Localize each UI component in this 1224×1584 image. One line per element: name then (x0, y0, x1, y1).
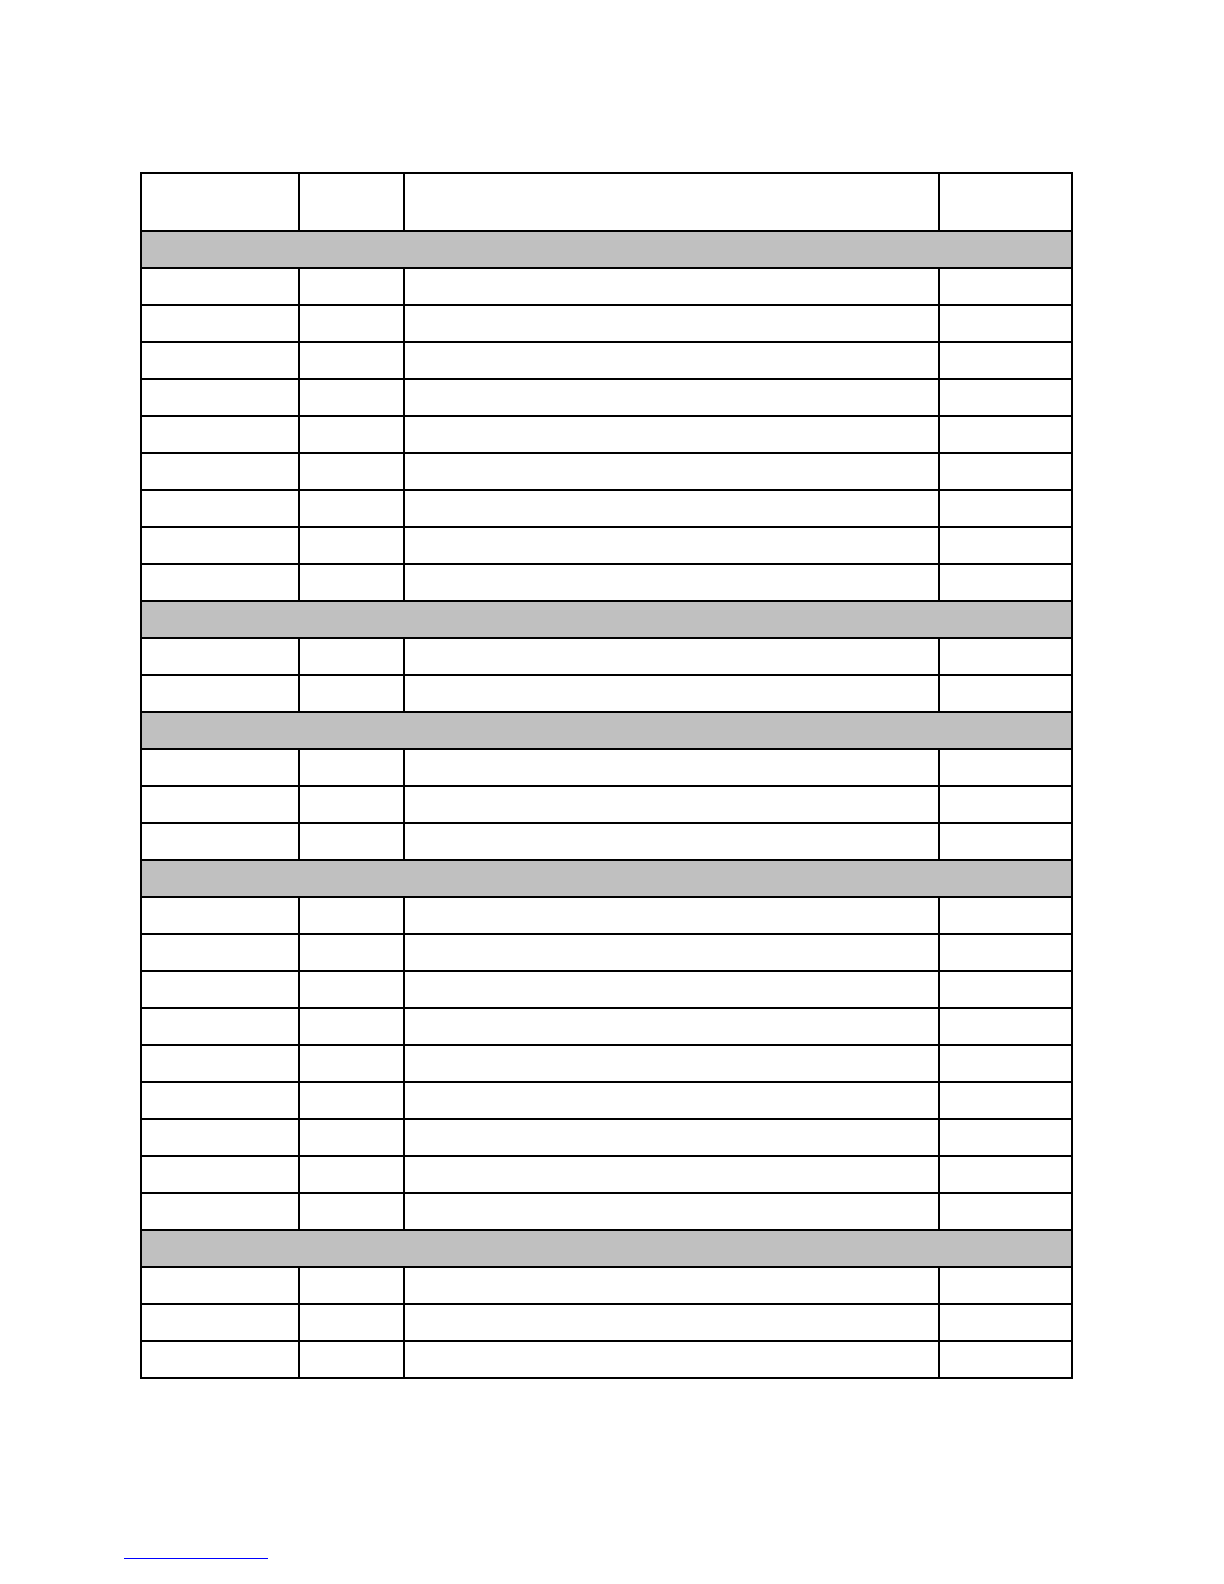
section-header-row (141, 712, 1072, 749)
table-row (141, 527, 1072, 564)
table-row (141, 453, 1072, 490)
table-cell (299, 1193, 404, 1230)
table-cell (141, 749, 299, 786)
table-cell (299, 1045, 404, 1082)
section-header-cell (141, 712, 1072, 749)
table-cell (299, 527, 404, 564)
table-cell (939, 453, 1072, 490)
table-row (141, 305, 1072, 342)
table-cell (141, 675, 299, 712)
table-row (141, 342, 1072, 379)
table-row (141, 638, 1072, 675)
table-header-row (141, 173, 1072, 231)
table-cell (404, 490, 939, 527)
table-cell (404, 786, 939, 823)
table-cell (939, 1008, 1072, 1045)
table-row (141, 749, 1072, 786)
table-cell (939, 786, 1072, 823)
section-header-row (141, 601, 1072, 638)
table-row (141, 379, 1072, 416)
table-cell (299, 1267, 404, 1304)
table-row (141, 971, 1072, 1008)
table-cell (299, 453, 404, 490)
table-cell (404, 1156, 939, 1193)
table-cell (939, 305, 1072, 342)
table-cell (404, 749, 939, 786)
table-row (141, 897, 1072, 934)
table-cell (141, 897, 299, 934)
table-row (141, 564, 1072, 601)
table-cell (939, 527, 1072, 564)
table-cell (299, 1082, 404, 1119)
table-cell (404, 638, 939, 675)
table-cell (141, 416, 299, 453)
table-cell (299, 1008, 404, 1045)
footnote-separator (124, 1558, 268, 1559)
table-cell (299, 1119, 404, 1156)
table-cell (141, 823, 299, 860)
schedule-table (140, 172, 1073, 1379)
table-row (141, 1045, 1072, 1082)
table-cell (404, 268, 939, 305)
table-cell (299, 934, 404, 971)
table-cell (404, 823, 939, 860)
table-row (141, 934, 1072, 971)
table-cell (299, 786, 404, 823)
table-cell (299, 638, 404, 675)
table-cell (939, 416, 1072, 453)
table-cell (404, 934, 939, 971)
table-cell (141, 971, 299, 1008)
table-cell (141, 1082, 299, 1119)
table-cell (299, 675, 404, 712)
table-cell (141, 934, 299, 971)
table-cell (141, 1341, 299, 1378)
table-cell (299, 305, 404, 342)
table-cell (404, 379, 939, 416)
table-cell (939, 897, 1072, 934)
table-cell (299, 268, 404, 305)
table-cell (939, 1082, 1072, 1119)
table-cell (141, 379, 299, 416)
section-header-row (141, 231, 1072, 268)
table-cell (404, 1193, 939, 1230)
table-row (141, 490, 1072, 527)
table-row (141, 1156, 1072, 1193)
table-cell (939, 1193, 1072, 1230)
table-cell (299, 416, 404, 453)
table-cell (939, 342, 1072, 379)
table-cell (299, 379, 404, 416)
table-cell (299, 1304, 404, 1341)
table-row (141, 1341, 1072, 1378)
table-cell (299, 823, 404, 860)
section-header-cell (141, 231, 1072, 268)
table-cell (141, 268, 299, 305)
table-cell (939, 1341, 1072, 1378)
header-cell (141, 173, 299, 231)
table-cell (141, 453, 299, 490)
table-cell (939, 638, 1072, 675)
table-row (141, 1119, 1072, 1156)
table-cell (939, 971, 1072, 1008)
table-cell (404, 342, 939, 379)
table-cell (939, 1119, 1072, 1156)
section-header-row (141, 860, 1072, 897)
table-cell (404, 1008, 939, 1045)
table-row (141, 1008, 1072, 1045)
table-row (141, 1193, 1072, 1230)
table-cell (939, 490, 1072, 527)
table-cell (141, 305, 299, 342)
table-cell (939, 823, 1072, 860)
table-cell (299, 1341, 404, 1378)
table-cell (141, 1119, 299, 1156)
table-cell (141, 1008, 299, 1045)
section-header-cell (141, 1230, 1072, 1267)
table-cell (404, 416, 939, 453)
table-cell (141, 1193, 299, 1230)
table-cell (404, 971, 939, 1008)
section-header-cell (141, 601, 1072, 638)
table-cell (299, 1156, 404, 1193)
table-cell (141, 564, 299, 601)
table-cell (404, 1267, 939, 1304)
table-cell (939, 749, 1072, 786)
table-cell (404, 1119, 939, 1156)
section-header-row (141, 1230, 1072, 1267)
table-body (141, 231, 1072, 1378)
table-cell (939, 1304, 1072, 1341)
table-cell (404, 1045, 939, 1082)
table-row (141, 1267, 1072, 1304)
table-cell (299, 749, 404, 786)
table-cell (404, 897, 939, 934)
table-cell (299, 564, 404, 601)
table-row (141, 1304, 1072, 1341)
table-cell (939, 1156, 1072, 1193)
table-cell (404, 305, 939, 342)
table-cell (141, 490, 299, 527)
table-cell (939, 934, 1072, 971)
table-cell (141, 342, 299, 379)
table-cell (404, 527, 939, 564)
table-cell (939, 675, 1072, 712)
table-cell (141, 527, 299, 564)
table-cell (299, 897, 404, 934)
table-cell (939, 1045, 1072, 1082)
header-cell (299, 173, 404, 231)
table-row (141, 268, 1072, 305)
table-row (141, 823, 1072, 860)
table-cell (141, 1267, 299, 1304)
table-row (141, 1082, 1072, 1119)
table-cell (939, 379, 1072, 416)
header-cell (404, 173, 939, 231)
table-cell (939, 268, 1072, 305)
table-cell (939, 1267, 1072, 1304)
section-header-cell (141, 860, 1072, 897)
table-cell (141, 786, 299, 823)
table-cell (404, 453, 939, 490)
table-cell (404, 1341, 939, 1378)
table-row (141, 416, 1072, 453)
table-row (141, 675, 1072, 712)
table-cell (299, 490, 404, 527)
table-cell (404, 675, 939, 712)
table-cell (141, 638, 299, 675)
table-row (141, 786, 1072, 823)
table-cell (939, 564, 1072, 601)
table-cell (141, 1045, 299, 1082)
table-cell (299, 971, 404, 1008)
table-cell (404, 564, 939, 601)
table-cell (299, 342, 404, 379)
table-cell (141, 1156, 299, 1193)
table-cell (404, 1304, 939, 1341)
header-cell (939, 173, 1072, 231)
table-cell (404, 1082, 939, 1119)
table-cell (141, 1304, 299, 1341)
